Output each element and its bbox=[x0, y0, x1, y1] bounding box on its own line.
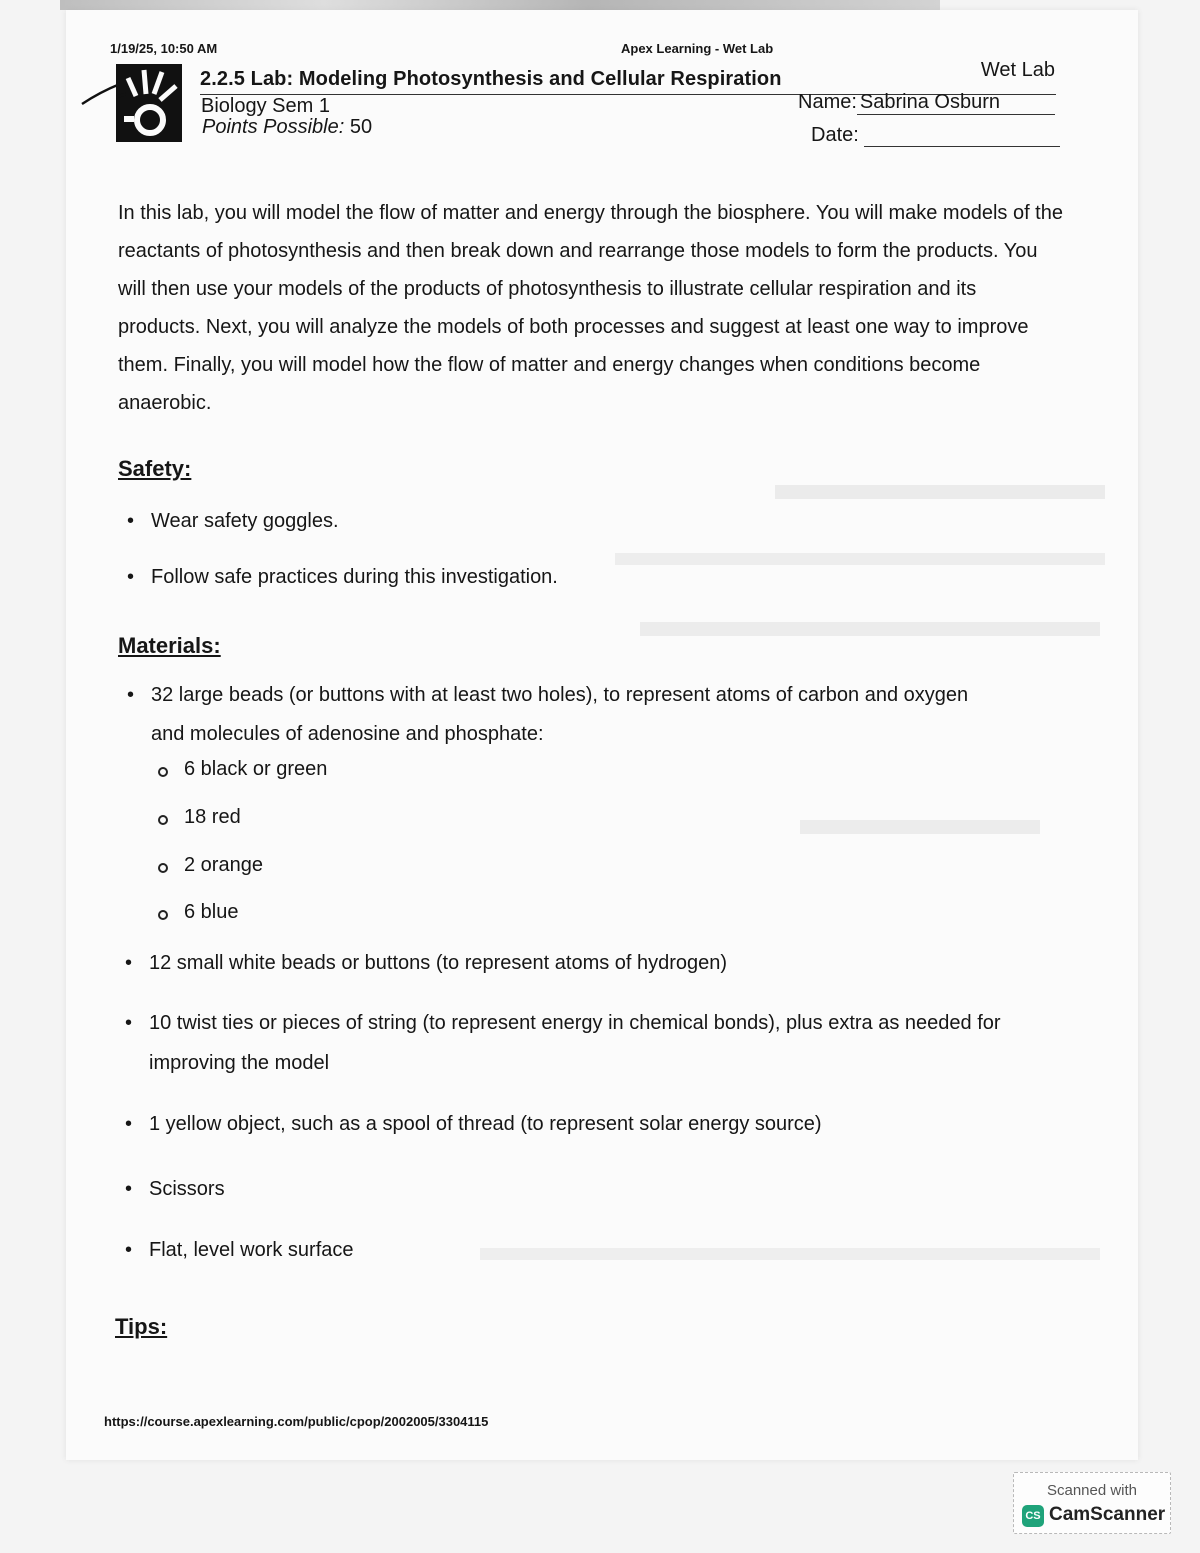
lab-type: Wet Lab bbox=[980, 59, 1055, 81]
material-large-beads: • 32 large beads (or buttons with at least two holes), to represent atoms of carbon and oxygen bbox=[151, 684, 968, 707]
print-date: 1/19/25, 10:50 AM bbox=[110, 41, 218, 56]
material-scissors: • Scissors bbox=[149, 1178, 225, 1201]
bead-color-item: 6 blue bbox=[184, 901, 239, 923]
pen-stroke-mark-icon bbox=[80, 78, 122, 108]
name-field bbox=[798, 91, 1055, 115]
print-source: Apex Learning - Wet Lab bbox=[621, 41, 774, 56]
bead-color-item: 6 black or green bbox=[184, 758, 328, 780]
date-value bbox=[864, 124, 1060, 147]
material-twist-ties: • 10 twist ties or pieces of string (to represent energy in chemical bonds), plus extra as needed for bbox=[149, 1012, 1001, 1035]
bleed-through-mark bbox=[800, 820, 1040, 834]
name-value: Sabrina Osburn bbox=[857, 91, 1055, 115]
scan-edge-strip bbox=[60, 0, 940, 10]
camscanner-logo-icon: CS bbox=[1022, 1505, 1044, 1527]
material-large-beads-cont: and molecules of adenosine and phosphate: bbox=[151, 723, 544, 745]
name-label: Name: bbox=[798, 91, 857, 113]
bleed-through-mark bbox=[640, 622, 1100, 636]
lab-title: 2.2.5 Lab: Modeling Photosynthesis and Cellular Respiration bbox=[200, 68, 782, 90]
date-label: Date: bbox=[811, 124, 859, 146]
camscanner-watermark bbox=[1013, 1472, 1171, 1534]
safety-item: • Wear safety goggles. bbox=[151, 510, 339, 533]
bead-color-item: 2 orange bbox=[184, 854, 263, 876]
points-value: 50 bbox=[349, 116, 373, 138]
bleed-through-mark bbox=[775, 485, 1105, 499]
materials-heading: Materials: bbox=[118, 633, 221, 658]
bleed-through-mark bbox=[480, 1248, 1100, 1260]
safety-item: • Follow safe practices during this investigation. bbox=[151, 566, 558, 589]
safety-heading: Safety: bbox=[118, 456, 192, 481]
bleed-through-mark bbox=[615, 553, 1105, 565]
material-work-surface: • Flat, level work surface bbox=[149, 1239, 354, 1262]
camscanner-brand: CamScanner bbox=[1049, 1504, 1166, 1525]
scanned-with-text: Scanned with bbox=[1046, 1482, 1138, 1499]
tips-heading: Tips: bbox=[115, 1314, 168, 1339]
points-possible bbox=[202, 116, 372, 139]
course-name: Biology Sem 1 bbox=[201, 95, 330, 117]
source-url: https://course.apexlearning.com/public/cpop/2002005/3304115 bbox=[104, 1414, 489, 1429]
bead-color-item: 18 red bbox=[184, 806, 241, 828]
material-small-beads: • 12 small white beads or buttons (to represent atoms of hydrogen) bbox=[149, 952, 727, 975]
material-yellow-object: • 1 yellow object, such as a spool of thread (to represent solar energy source) bbox=[149, 1113, 822, 1136]
intro-paragraph: In this lab, you will model the flow of matter and energy through the biosphere. You will make models of the reactants of photosynthesis and then break down and rearrange those models to form the products. You will then use your models of the products of photosynthesis to illustrate cellular respiration and its products. Next, you will analyze the models of both processes and suggest at least one way to improve them. Finally, you will model how the flow of matter and energy changes when conditions become anaerobic. bbox=[118, 202, 1063, 414]
apex-sun-logo-icon bbox=[116, 64, 182, 142]
material-twist-ties-cont: improving the model bbox=[149, 1052, 330, 1074]
date-field bbox=[811, 124, 1060, 147]
points-label: Points Possible: bbox=[202, 116, 345, 138]
